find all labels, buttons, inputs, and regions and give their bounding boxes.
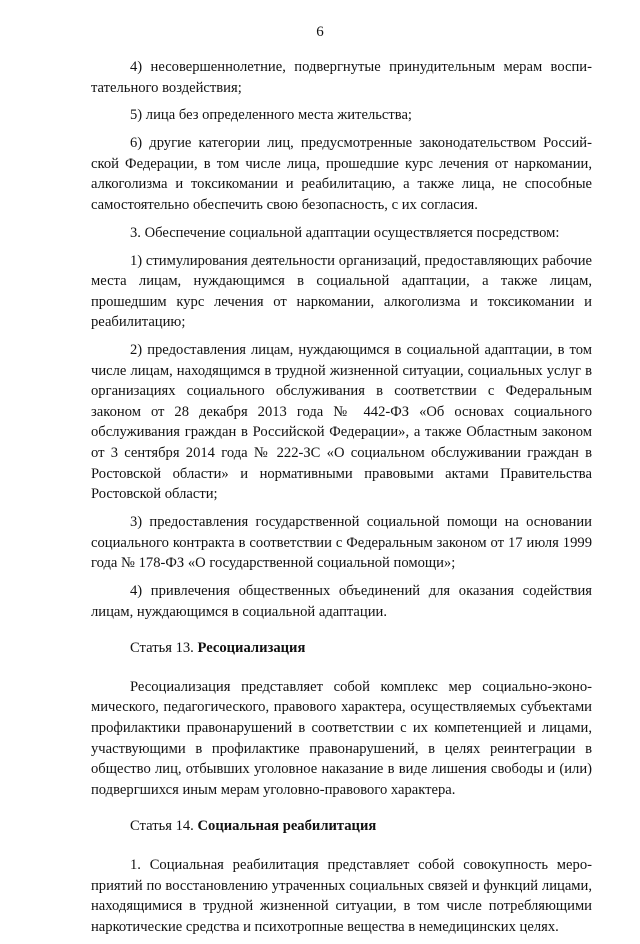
article-14-prefix: Статья 14. (130, 818, 198, 835)
article-13-title: Ресоциализация (197, 640, 306, 657)
clause-3-item-2: 2) предоставления лицам, нуждающимся в социальной адаптации, в том числе лицам, находящимся в трудной жизненной ситуации, социальных услуг в организациях социального обслуживания в соответствии с Федеральным законом от 28 декабря 2013 года № 442-ФЗ «Об основах социального обслуживания граждан в Российской Федерации», а также Областным законом от 3 сентября 2014 года № 222-ЗС «О социальном обслуживании граждан в Ростовской области» и нормативными правовыми актами Правительства Ростовской области; (91, 342, 592, 503)
article-13-prefix: Статья 13. (130, 640, 198, 657)
article-14-title: Социальная реабилитация (197, 818, 377, 835)
list-item-homeless: 5) лица без определенного места жительства; (130, 107, 412, 124)
clause-3-item-1: 1) стимулирования деятельности организаций, предоставляющих рабочие места лицам, нуждающимся в социальной адаптации, а также лицам, прошедшим курс лечения от наркомании, алкоголизма и токсикомании и реабилитацию; (91, 252, 592, 331)
article-13-heading (91, 638, 592, 659)
clause-3-item-3: 3) предоставления государственной социальной помощи на основании социального контракта в соответствии с Федеральным законом от 17 июля 1999 года № 178-ФЗ «О государственной социальной помощи»; (91, 514, 592, 572)
article-14-heading (91, 816, 592, 837)
list-item-other-categories: 6) другие категории лиц, предусмотренные законодательством Российской Федерации, в том числе лица, прошедшие курс лечения от наркомании, алкоголизма и токсикомании и реабилитацию, а также лица, не способные самостоятельно обеспечить свою безопасность, с их согласия. (91, 135, 592, 213)
clause-3-intro: 3. Обеспечение социальной адаптации осуществляется посредством: (130, 224, 560, 241)
article-13-text: Ресоциализация представляет собой комплекс мер социально-экономического, педагогического, правового характера, осуществляемых субъектами профилактики правонарушений в соответствии с их компетенцией и лицами, участвующими в профилактике правонарушений, в целях реинтеграции в общество лиц, отбывших уголовное наказание в виде лишения свободы и (или) подвергшихся иным мерам уголовно-правового характера. (91, 678, 592, 798)
list-item-minors: 4) несовершеннолетние, подвергнутые принудительным мерам воспитательного воздействия; (91, 59, 592, 96)
page-number: 6 (316, 24, 324, 40)
document-body (91, 57, 592, 944)
clause-3-item-4: 4) привлечения общественных объединений для оказания содействия лицам, нуждающимся в социальной адаптации. (91, 582, 592, 620)
article-14-text: 1. Социальная реабилитация представляет собой совокупность мероприятий по восстановлению утраченных социальных связей и функций лицами, находящимися в трудной жизненной ситуации, в том числе потребляющими наркотические средства и психотропные вещества в немедицинских целях. (91, 856, 592, 935)
